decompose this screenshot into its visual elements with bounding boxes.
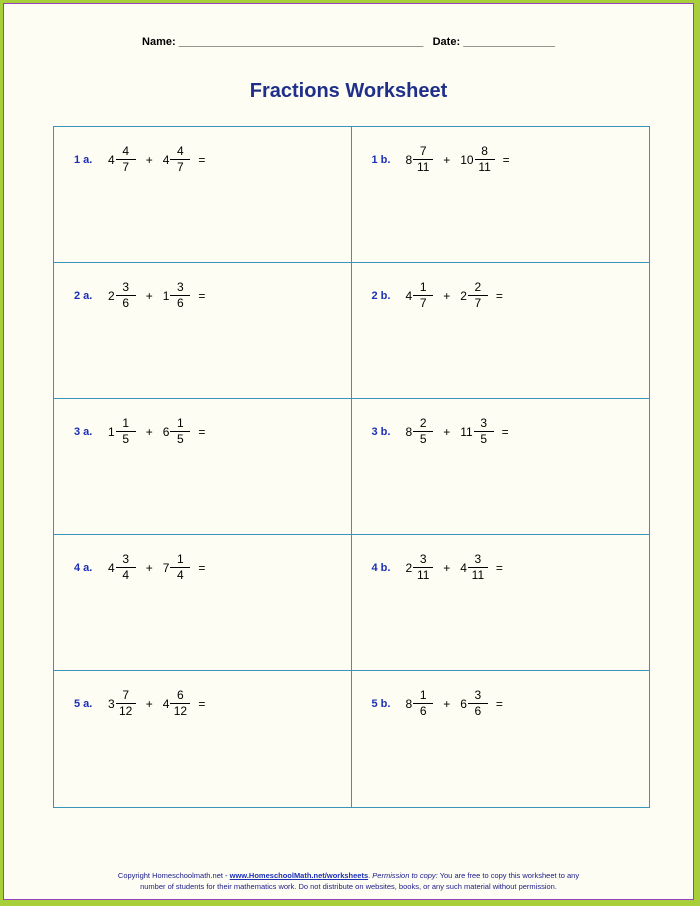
numerator: 7 xyxy=(116,688,136,704)
numerator: 1 xyxy=(170,416,190,432)
problem-cell xyxy=(54,671,352,807)
problem xyxy=(372,688,503,719)
denominator: 11 xyxy=(416,568,430,582)
footer-permission-label: Permission to copy: xyxy=(372,871,438,880)
equals-sign: = xyxy=(198,152,206,167)
plus-sign: + xyxy=(443,560,451,575)
denominator: 7 xyxy=(474,296,482,310)
whole-number: 10 xyxy=(460,152,474,167)
problem-cell xyxy=(352,127,650,263)
numerator: 1 xyxy=(116,416,136,432)
mixed-number-1 xyxy=(406,552,434,583)
plus-sign: + xyxy=(443,424,451,439)
numerator: 3 xyxy=(116,280,136,296)
mixed-number-2 xyxy=(460,280,488,311)
whole-number: 8 xyxy=(405,152,413,167)
whole-number: 3 xyxy=(108,696,115,711)
page-title: Fractions Worksheet xyxy=(249,80,448,102)
numerator: 3 xyxy=(413,552,433,568)
denominator: 11 xyxy=(416,160,430,174)
numerator: 3 xyxy=(116,552,136,568)
problem xyxy=(74,280,205,311)
mixed-number-2 xyxy=(460,416,493,447)
whole-number: 2 xyxy=(108,288,115,303)
denominator: 7 xyxy=(177,160,184,174)
problem xyxy=(372,552,503,583)
footer-copyright: Copyright Homeschoolmath.net - xyxy=(117,871,230,880)
equals-sign: = xyxy=(198,288,206,303)
whole-number: 4 xyxy=(162,152,170,167)
mixed-number-2 xyxy=(163,688,191,719)
plus-sign: + xyxy=(145,560,153,575)
problem-label: 5 a. xyxy=(74,697,93,710)
header-line xyxy=(4,36,693,48)
denominator: 4 xyxy=(177,568,184,582)
fraction xyxy=(475,144,495,175)
problem-label: 5 b. xyxy=(371,697,391,710)
denominator: 5 xyxy=(480,432,488,446)
denominator: 7 xyxy=(122,160,130,174)
problem-label: 2 a. xyxy=(74,289,93,302)
problem-label: 4 a. xyxy=(74,561,93,574)
plus-sign: + xyxy=(443,152,451,167)
numerator: 3 xyxy=(468,552,488,568)
worksheet-page xyxy=(3,3,694,900)
fraction xyxy=(413,552,433,583)
problem-cell xyxy=(352,671,650,807)
denominator: 5 xyxy=(122,432,130,446)
numerator: 2 xyxy=(413,416,433,432)
whole-number: 4 xyxy=(162,696,170,711)
whole-number: 6 xyxy=(460,696,467,711)
problem-label: 1 a. xyxy=(74,153,93,166)
problem xyxy=(74,688,205,719)
numerator: 1 xyxy=(413,280,433,296)
date-label: Date: xyxy=(432,36,461,48)
footer xyxy=(4,870,693,892)
name-label: Name: xyxy=(142,36,176,48)
numerator: 3 xyxy=(474,416,494,432)
denominator: 11 xyxy=(478,160,491,174)
equals-sign: = xyxy=(501,424,509,439)
problem xyxy=(74,144,205,175)
denominator: 11 xyxy=(471,568,485,582)
problem-grid xyxy=(53,126,650,808)
mixed-number-2 xyxy=(163,144,191,175)
denominator: 6 xyxy=(419,704,427,718)
plus-sign: + xyxy=(145,152,153,167)
problem-cell xyxy=(54,399,352,535)
problem-cell xyxy=(54,535,352,671)
numerator: 7 xyxy=(413,144,433,160)
numerator: 1 xyxy=(170,552,190,568)
equals-sign: = xyxy=(495,288,503,303)
fraction xyxy=(413,416,433,447)
footer-link[interactable]: www.HomeschoolMath.net/worksheets xyxy=(229,871,369,880)
mixed-number-2 xyxy=(163,416,191,447)
whole-number: 11 xyxy=(460,424,473,439)
problem-label: 4 b. xyxy=(371,561,391,574)
equals-sign: = xyxy=(198,424,206,439)
numerator: 3 xyxy=(170,280,190,296)
equals-sign: = xyxy=(502,152,510,167)
plus-sign: + xyxy=(145,288,153,303)
fraction xyxy=(468,688,488,719)
mixed-number-2 xyxy=(460,552,488,583)
denominator: 6 xyxy=(177,296,184,310)
mixed-number-1 xyxy=(108,416,136,447)
whole-number: 4 xyxy=(460,560,467,575)
problem-cell xyxy=(352,399,650,535)
numerator: 2 xyxy=(468,280,488,296)
whole-number: 1 xyxy=(162,288,170,303)
fraction xyxy=(413,280,433,311)
problem-cell xyxy=(352,535,650,671)
whole-number: 8 xyxy=(405,696,413,711)
numerator: 6 xyxy=(170,688,190,704)
fraction xyxy=(474,416,494,447)
mixed-number-1 xyxy=(406,688,434,719)
plus-sign: + xyxy=(145,696,153,711)
plus-sign: + xyxy=(443,288,451,303)
fraction xyxy=(116,280,136,311)
fraction xyxy=(170,144,190,175)
mixed-number-2 xyxy=(163,552,191,583)
denominator: 5 xyxy=(419,432,427,446)
problem xyxy=(74,552,205,583)
whole-number: 8 xyxy=(405,424,413,439)
plus-sign: + xyxy=(443,696,451,711)
mixed-number-2 xyxy=(460,688,488,719)
whole-number: 4 xyxy=(108,152,115,167)
whole-number: 4 xyxy=(108,560,115,575)
denominator: 12 xyxy=(173,704,188,718)
numerator: 1 xyxy=(413,688,433,704)
whole-number: 2 xyxy=(460,288,467,303)
whole-number: 2 xyxy=(405,560,413,575)
problem-label: 3 b. xyxy=(371,425,391,438)
problem-label: 3 a. xyxy=(74,425,93,438)
denominator: 5 xyxy=(177,432,184,446)
whole-number: 7 xyxy=(162,560,170,575)
mixed-number-2 xyxy=(460,144,494,175)
fraction xyxy=(170,416,190,447)
whole-number: 4 xyxy=(405,288,413,303)
fraction xyxy=(170,688,190,719)
whole-number: 1 xyxy=(108,424,115,439)
equals-sign: = xyxy=(495,560,503,575)
problem-cell xyxy=(54,263,352,399)
equals-sign: = xyxy=(198,560,206,575)
mixed-number-1 xyxy=(108,144,136,175)
fraction xyxy=(116,552,136,583)
name-blank[interactable]: ________________________________________ xyxy=(178,36,424,48)
fraction xyxy=(170,280,190,311)
mixed-number-1 xyxy=(406,416,434,447)
mixed-number-1 xyxy=(406,280,434,311)
numerator: 4 xyxy=(170,144,190,160)
denominator: 4 xyxy=(122,568,130,582)
denominator: 6 xyxy=(122,296,130,310)
mixed-number-1 xyxy=(108,280,136,311)
fraction xyxy=(116,144,136,175)
footer-permission-text: You are free to copy this worksheet to any xyxy=(437,871,580,880)
plus-sign: + xyxy=(145,424,153,439)
mixed-number-1 xyxy=(406,144,434,175)
footer-line-2: number of students for their mathematics work. Do not distribute on websites, books, or any such material without permission. xyxy=(140,882,557,891)
numerator: 3 xyxy=(468,688,488,704)
fraction xyxy=(413,144,433,175)
denominator: 6 xyxy=(474,704,482,718)
footer-line-1: Copyright Homeschoolmath.net - www.HomeschoolMath.net/worksheets. Permission to copy: You are free to copy this worksheet to any xyxy=(117,871,580,880)
numerator: 4 xyxy=(116,144,136,160)
whole-number: 6 xyxy=(162,424,170,439)
numerator: 8 xyxy=(475,144,495,160)
problem xyxy=(74,416,205,447)
problem-label: 2 b. xyxy=(371,289,391,302)
problem xyxy=(372,144,510,175)
problem-cell xyxy=(54,127,352,263)
date-blank[interactable]: _______________ xyxy=(463,36,555,48)
fraction xyxy=(468,552,488,583)
fraction xyxy=(413,688,433,719)
fraction xyxy=(116,416,136,447)
mixed-number-1 xyxy=(108,552,136,583)
problem xyxy=(372,280,503,311)
denominator: 7 xyxy=(419,296,427,310)
equals-sign: = xyxy=(495,696,503,711)
denominator: 12 xyxy=(119,704,133,718)
fraction xyxy=(170,552,190,583)
fraction xyxy=(116,688,136,719)
mixed-number-1 xyxy=(108,688,136,719)
problem xyxy=(372,416,509,447)
mixed-number-2 xyxy=(163,280,191,311)
equals-sign: = xyxy=(198,696,206,711)
problem-label: 1 b. xyxy=(371,153,391,166)
fraction xyxy=(468,280,488,311)
problem-cell xyxy=(352,263,650,399)
